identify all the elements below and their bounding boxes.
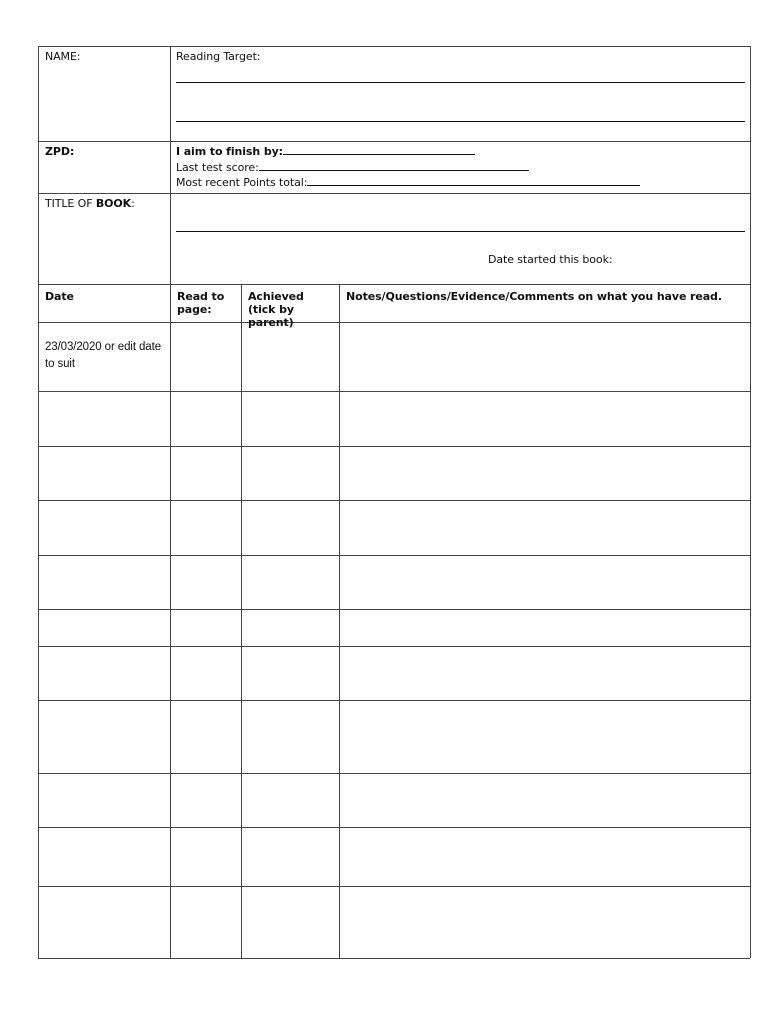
table-row[interactable] (38, 827, 750, 886)
table-bottom-border (38, 958, 750, 959)
points-total-label: Most recent Points total: (176, 176, 308, 189)
row-date[interactable]: 23/03/2020 or edit date to suit (45, 341, 161, 370)
table-row[interactable] (38, 500, 750, 555)
points-total-field[interactable] (307, 176, 640, 186)
table-row[interactable] (38, 886, 750, 958)
book-title-label: TITLE OF BOOK: (45, 197, 135, 210)
date-started-label: Date started this book: (488, 253, 613, 266)
reading-target-line[interactable] (176, 121, 745, 122)
book-title-line[interactable] (176, 231, 745, 232)
last-score-label: Last test score: (176, 161, 259, 174)
table-row[interactable] (38, 555, 750, 609)
name-label: NAME: (45, 50, 81, 63)
table-row[interactable] (38, 391, 750, 446)
finish-by-field[interactable] (283, 145, 475, 155)
column-header-achieved: Achieved (tick by parent) (248, 290, 304, 329)
zpd-label: ZPD: (45, 145, 75, 158)
table-row[interactable] (38, 646, 750, 700)
row-divider (38, 193, 750, 194)
table-row[interactable] (38, 446, 750, 500)
finish-by-label: I aim to finish by: (176, 145, 283, 158)
table-row[interactable] (38, 609, 750, 646)
finish-by-line (176, 145, 475, 158)
table-row[interactable] (38, 700, 750, 773)
row-divider (38, 141, 750, 142)
table-row (38, 322, 750, 391)
points-total-line (176, 176, 640, 189)
last-score-field[interactable] (259, 161, 529, 171)
table-row[interactable] (38, 773, 750, 827)
last-score-line (176, 161, 529, 174)
column-header-notes: Notes/Questions/Evidence/Comments on what you have read. (346, 290, 722, 303)
row-divider (38, 284, 750, 285)
reading-target-line[interactable] (176, 82, 745, 83)
table-right-border (750, 46, 751, 958)
reading-target-label: Reading Target: (176, 50, 261, 63)
column-header-date: Date (45, 290, 74, 303)
table-top-border (38, 46, 750, 47)
column-header-page: Read to page: (177, 290, 225, 316)
